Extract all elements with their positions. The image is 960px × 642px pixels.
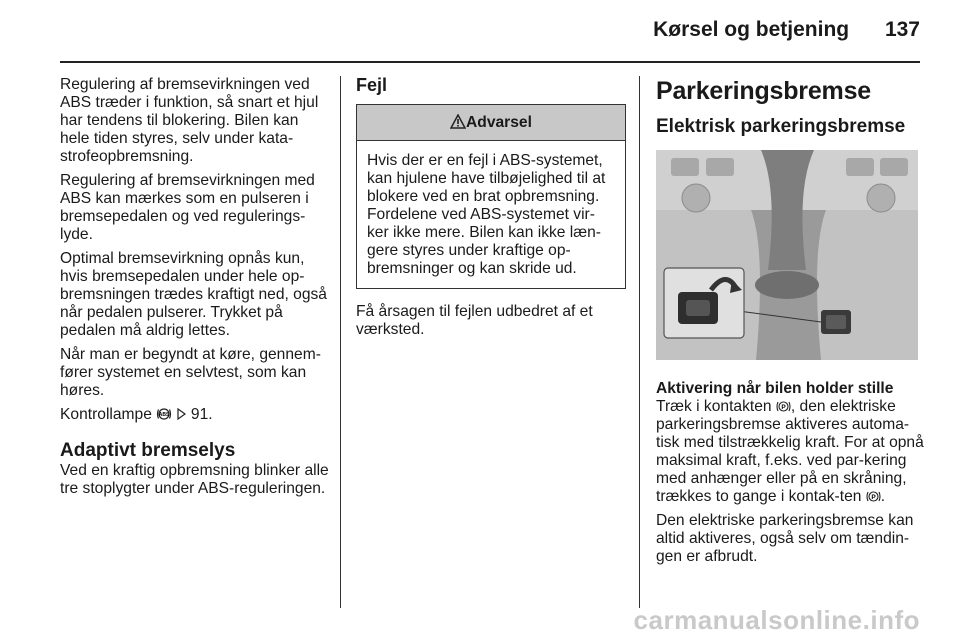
paragraph: Den elektriske parkeringsbremse kan altid aktiveres, også selv om tændin-gen er afbrudt. xyxy=(656,512,914,565)
warning-header xyxy=(357,105,625,141)
paragraph-text: . xyxy=(880,488,886,505)
warning-text: Hvis der er en fejl i ABS-systemet, kan hjulene have tilbøjelighed til at blokere ved en brat opbremsning. Fordelene ved ABS-systemet vir-ker ikke mere. Bilen kan ikke læn-gere styres under kraftige op-bremsninger og kan skride ud. xyxy=(367,152,606,277)
parking-brake-photo xyxy=(656,150,918,360)
paragraph-text: Træk i kontakten xyxy=(656,398,776,415)
column-divider xyxy=(639,76,640,608)
chapter-heading: Parkeringsbremse xyxy=(656,77,871,105)
subsection-heading: Aktivering når bilen holder stille xyxy=(656,380,894,397)
column-2 xyxy=(356,76,626,345)
paragraph-text: Kontrollampe xyxy=(60,406,157,423)
paragraph: Få årsagen til fejlen udbedret af et værksted. xyxy=(356,303,593,338)
column-divider xyxy=(340,76,341,608)
header-title: Kørsel og betjening xyxy=(653,18,850,41)
paragraph-text: , den elektriske parkeringsbremse aktiveres automa-tisk med tilstrækkelig kraft. For at opnå maksimal kraft, f.eks. ved par-kering med anhænger eller på en skråning, trækkes to gange i kontak-ten xyxy=(656,398,924,505)
console-illustration xyxy=(656,150,918,360)
svg-text:ABS: ABS xyxy=(158,412,170,418)
paragraph: Når man er begyndt at køre, gennem-fører systemet en selvtest, som kan høres. xyxy=(60,346,321,399)
page-number: 137 xyxy=(884,18,920,41)
paragraph: Regulering af bremsevirkningen ved ABS træder i funktion, så snart et hjul har tendens til blokering. Bilen kan hele tiden styres, selv under kata-strofeopbremsning. xyxy=(60,76,319,165)
header-rule xyxy=(60,61,920,63)
abs-lamp-icon xyxy=(156,407,172,421)
parking-brake-icon xyxy=(776,400,791,413)
paragraph: Ved en kraftig opbremsning blinker alle tre stoplygter under ABS-reguleringen. xyxy=(60,462,329,497)
paragraph: Optimal bremsevirkning opnås kun, hvis bremsepedalen under hele op-bremsningen trædes kraftigt ned, også når pedalen pulserer. Trykket på pedalen må aldrig lettes. xyxy=(60,250,327,339)
page-header xyxy=(653,18,920,42)
svg-text:P: P xyxy=(871,494,876,501)
column-3 xyxy=(656,76,926,572)
svg-text:P: P xyxy=(781,404,786,411)
column-1 xyxy=(60,76,330,504)
paragraph xyxy=(656,398,926,506)
watermark: carmanualsonline.info xyxy=(633,605,920,635)
reference-arrow-icon xyxy=(177,408,187,420)
section-heading: Elektrisk parkeringsbremse xyxy=(656,116,906,137)
paragraph: Regulering af bremsevirkningen med ABS kan mærkes som en pulseren i bremsepedalen og ved regulerings-lyde. xyxy=(60,172,315,243)
paragraph xyxy=(60,406,330,424)
section-heading: Fejl xyxy=(356,75,388,95)
page-reference: 91. xyxy=(186,406,213,423)
section-heading: Adaptivt bremselys xyxy=(60,440,236,461)
parking-brake-icon xyxy=(866,490,881,503)
warning-box xyxy=(356,104,626,289)
warning-title: Advarsel xyxy=(466,114,532,131)
warning-triangle-icon xyxy=(450,114,466,129)
